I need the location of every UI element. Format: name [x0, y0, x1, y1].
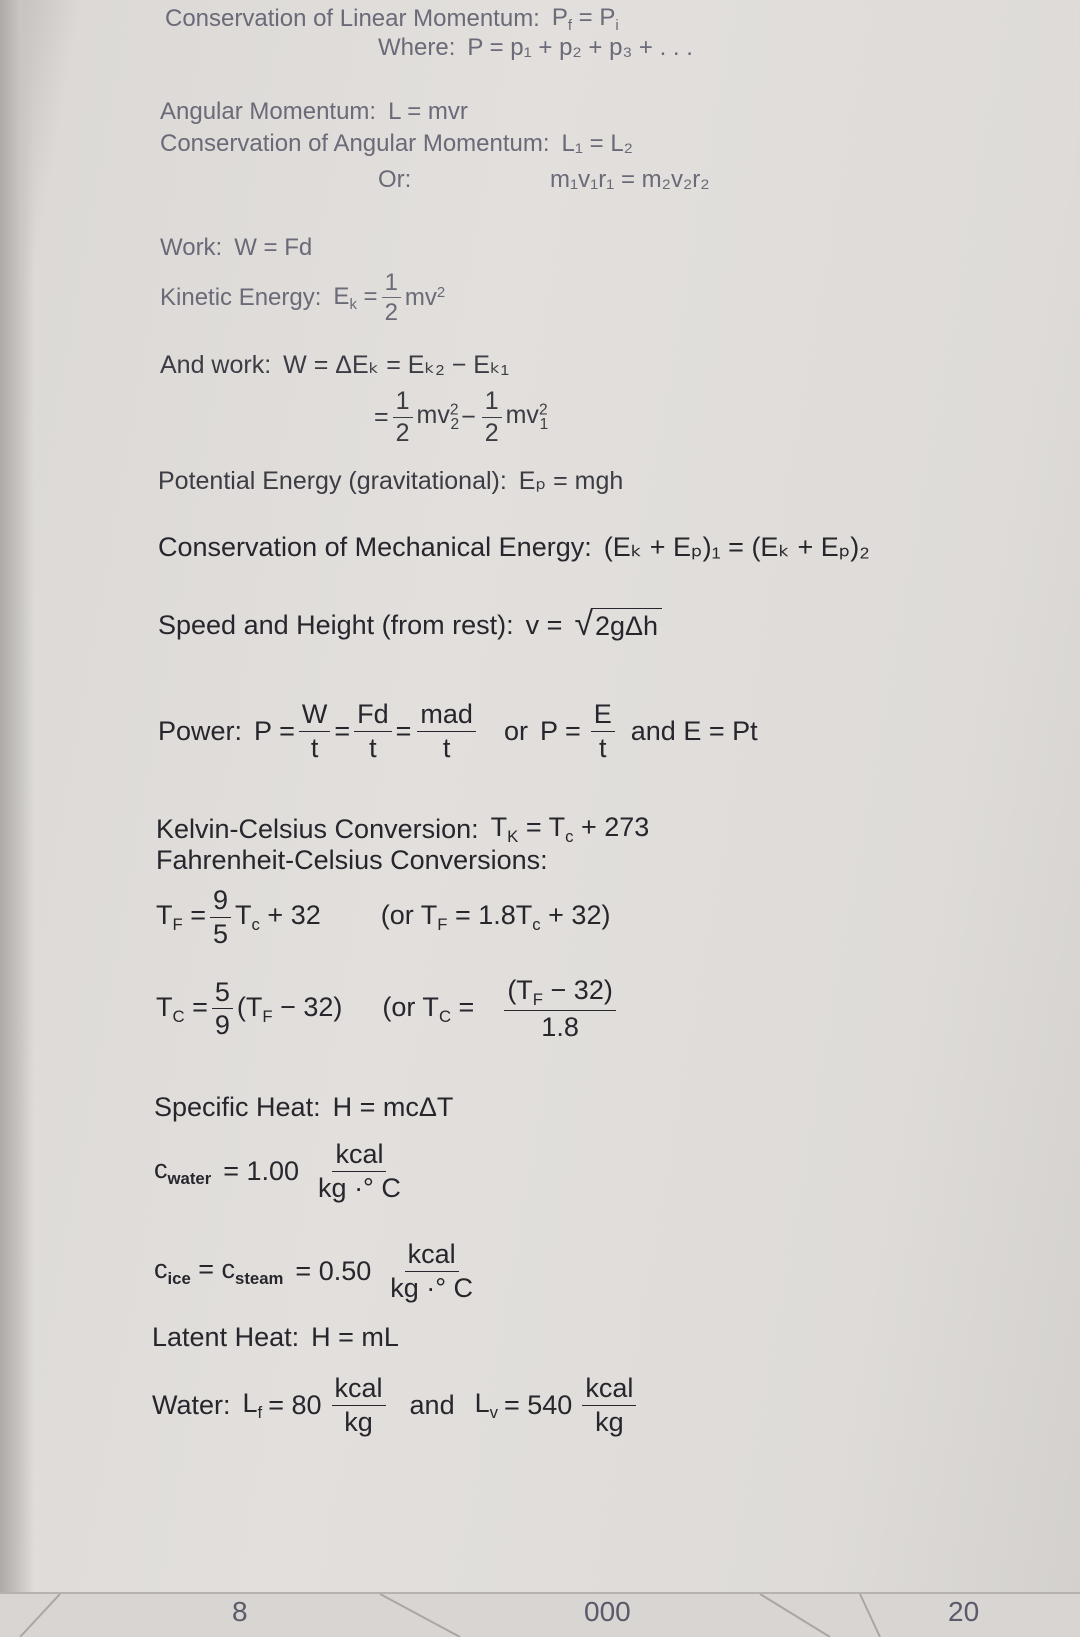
tf-lhs: $T_F$ = [156, 900, 207, 935]
or-eq-line [550, 166, 710, 194]
mech-energy-label: Conservation of Mechanical Energy: [158, 532, 592, 562]
fahrenheit-label: Fahrenheit-Celsius Conversions: [156, 845, 548, 875]
cons-angular-line [160, 130, 633, 158]
mech-energy-line [158, 532, 870, 563]
lv-symbol: $L_v$ [474, 1388, 498, 1423]
power-frac-mad: $\frac{\text{mad}}{t}$ [417, 700, 476, 763]
latent-heat-label: Latent Heat: [152, 1322, 300, 1352]
tf-line [156, 886, 610, 949]
potential-eq: Eₚ = mgh [518, 467, 624, 495]
kinetic-line: Kinetic Energy: $E_k$ = $\frac{1}{2}$ $mv^2$ [160, 269, 446, 327]
kelvin-label: Kelvin-Celsius Conversion: [156, 813, 479, 844]
or-label: Or: [378, 166, 412, 193]
tc-alt-fraction: $\frac{(T_F - 32)}{1.8}$ [504, 976, 616, 1043]
angular-momentum-label: Angular Momentum: [160, 98, 377, 125]
water-latent-line [152, 1374, 640, 1437]
c-ice-symbol: $c_{ice} = c_{steam}$ [154, 1254, 284, 1289]
tc-rest: $(T_F - 32)$ [236, 992, 343, 1026]
linear-where-line [378, 34, 693, 62]
kcal-per-kg-2: $\frac{\text{kcal}}{kg}$ [582, 1374, 636, 1437]
lv-eq: = 540 [504, 1390, 573, 1421]
or-line [378, 166, 411, 194]
latent-heat-eq: H = mL [311, 1322, 399, 1352]
tc-alt: (or $T_C$ = [382, 992, 475, 1026]
and-work-line [160, 350, 509, 380]
tc-line [156, 976, 620, 1043]
linear-momentum-line [165, 4, 619, 34]
potential-line [158, 466, 623, 496]
speed-lhs: v = [525, 609, 563, 640]
edge-number-20: 20 [948, 1596, 980, 1627]
potential-label: Potential Energy (gravitational): [158, 466, 507, 495]
and-work-label: And work: [160, 350, 272, 379]
latent-heat-line [152, 1322, 399, 1353]
c-ice-line [154, 1240, 480, 1303]
work-line [160, 234, 312, 262]
kelvin-eq: $T_K = T_c + 273$ [490, 812, 650, 846]
work-label: Work: [160, 234, 223, 261]
bottom-page-strip [0, 1592, 1080, 1637]
momentum-sum: P = p₁ + p₂ + p₃ + . . . [467, 34, 693, 61]
specific-heat-eq: H = mcΔT [332, 1092, 454, 1122]
five-ninths: $\frac{5}{9}$ [212, 978, 233, 1041]
edge-number-000: 000 [584, 1596, 631, 1627]
mech-energy-eq: (Eₖ + Eₚ)₁ = (Eₖ + Eₚ)₂ [603, 532, 870, 562]
kcal-per-kgc: $\frac{\text{kcal}}{kg \cdot^\circ C}$ [318, 1139, 401, 1203]
linear-momentum-eq: $P_f = P_i$ [551, 4, 619, 35]
tf-rest: $T_c + 32$ [235, 900, 321, 935]
kcal-per-kgc-2: $\frac{\text{kcal}}{kg \cdot^\circ C}$ [390, 1239, 474, 1303]
c-water-eq: = 1.00 [223, 1156, 300, 1187]
c-water-line [154, 1140, 408, 1203]
and-work-eq: W = ΔEₖ = Eₖ₂ − Eₖ₁ [283, 351, 510, 379]
speed-height-label: Speed and Height (from rest): [158, 609, 514, 640]
specific-heat-label: Specific Heat: [154, 1092, 321, 1122]
lf-symbol: $L_f$ [242, 1388, 263, 1423]
water-label: Water: [152, 1390, 231, 1421]
power-or: or [503, 716, 528, 747]
where-label: Where: [378, 34, 456, 61]
kelvin-line [156, 812, 649, 847]
power-frac-e: $\frac{E}{t}$ [591, 700, 615, 763]
nine-fifths: $\frac{9}{5}$ [210, 886, 231, 949]
tc-lhs: $T_C$ = [156, 992, 208, 1026]
half-fraction: $\frac{1}{2}$ [382, 270, 401, 327]
power-lhs: P = [254, 716, 295, 747]
and-label: and [409, 1390, 455, 1421]
speed-height-line [158, 605, 662, 644]
power-frac-w: $\frac{W}{t}$ [299, 700, 330, 763]
linear-momentum-label: Conservation of Linear Momentum: [165, 5, 540, 33]
or-eq: m₁v₁r₁ = m₂v₂r₂ [550, 166, 710, 193]
angular-momentum-eq: L = mvr [388, 98, 468, 125]
power-frac-fd: $\frac{Fd}{t}$ [354, 700, 392, 763]
kinetic-eq: $E_k$ = [333, 283, 378, 314]
specific-heat-line [154, 1092, 453, 1123]
power-label: Power: [158, 716, 243, 747]
c-water-symbol: $c_{water}$ [154, 1154, 212, 1189]
sqrt-expression: √ 2gΔh [574, 608, 662, 642]
power-tail: and E = Pt [630, 716, 758, 747]
tf-alt: (or $T_F = 1.8T_c + 32$) [380, 900, 611, 935]
cons-angular-label: Conservation of Angular Momentum: [160, 130, 550, 157]
edge-number-8: 8 [232, 1596, 248, 1627]
power-line: Power: P = $\frac{W}{t}$ = $\frac{Fd}{t}$ = $\frac{\text{mad}}{t}$ or P = $\frac{E}{t}$ and E = Pt [158, 699, 758, 763]
work-eq: W = Fd [234, 234, 313, 261]
fahrenheit-label-line [156, 845, 548, 876]
lf-eq: = 80 [268, 1390, 322, 1421]
cons-angular-eq: L₁ = L₂ [561, 130, 633, 157]
kinetic-label: Kinetic Energy: [160, 284, 322, 312]
kcal-per-kg: $\frac{\text{kcal}}{kg}$ [332, 1374, 386, 1437]
strip-lines [0, 1594, 1080, 1637]
angular-momentum-line [160, 98, 468, 126]
and-work-expansion: = $\frac{1}{2}$ $mv^2_2$ − $\frac{1}{2}$ $mv^2_1$ [374, 387, 549, 447]
power-lhs2: P = [539, 716, 581, 747]
c-ice-eq: = 0.50 [295, 1256, 372, 1287]
